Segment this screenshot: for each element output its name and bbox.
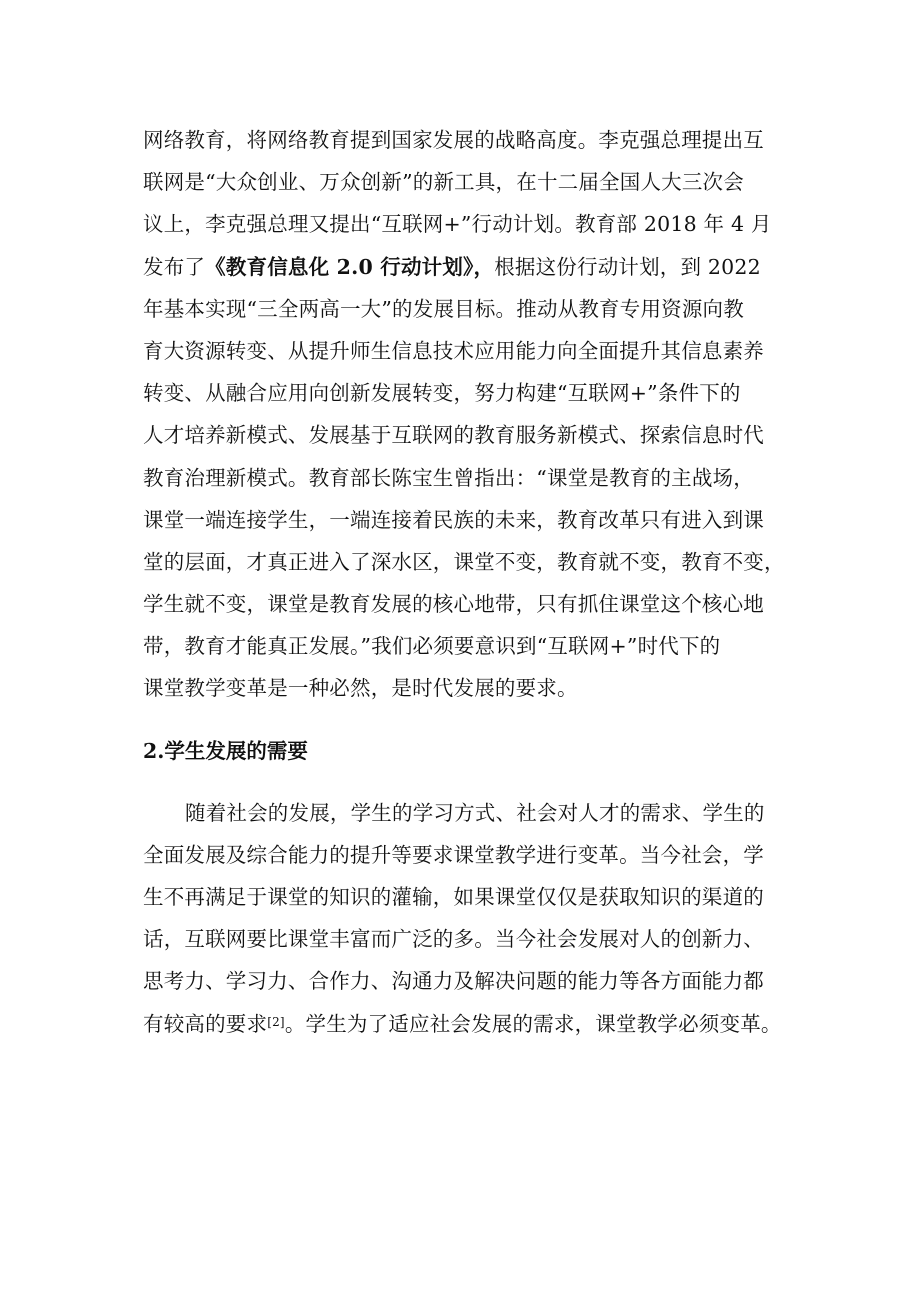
paragraph-2-line-6 [143, 1003, 783, 1045]
paragraph-1-line-1: 网络教育，将网络教育提到国家发展的战略高度。李克强总理提出互 [143, 128, 764, 152]
document-page [143, 119, 783, 1045]
paragraph-2 [143, 792, 783, 1045]
paragraph-1-line-3: 议上，李克强总理又提出“互联网+”行动计划。教育部 2018 年 4 月 [143, 212, 772, 237]
paragraph-1-line-10: 课堂一端连接学生，一端连接着民族的未来，教育改革只有进入到课 [143, 507, 764, 532]
paragraph-1-line-4-suffix: 根据这份行动计划，到 2022 [494, 254, 761, 279]
paragraph-1-line-11: 堂的层面，才真正进入了深水区，课堂不变，教育就不变，教育不变， [143, 549, 785, 574]
citation-reference: [2] [267, 1014, 285, 1029]
paragraph-1-line-6: 育大资源转变、从提升师生信息技术应用能力向全面提升其信息素养 [143, 338, 764, 363]
paragraph-1 [143, 119, 783, 710]
paragraph-2-line-1: 随着社会的发展，学生的学习方式、社会对人才的需求、学生的 [185, 800, 765, 825]
paragraph-1-line-8: 人才培养新模式、发展基于互联网的教育服务新模式、探索信息时代 [143, 423, 764, 448]
paragraph-1-line-4-prefix: 发布了 [143, 254, 206, 279]
paragraph-2-line-6-prefix: 有较高的要求 [143, 1011, 268, 1036]
paragraph-2-line-4: 话，互联网要比课堂丰富而广泛的多。当今社会发展对人的创新力、 [143, 927, 764, 952]
paragraph-2-line-5: 思考力、学习力、合作力、沟通力及解决问题的能力等各方面能力都 [143, 969, 764, 994]
paragraph-2-line-2: 全面发展及综合能力的提升等要求课堂教学进行变革。当今社会，学 [143, 842, 764, 867]
section-heading: 2.学生发展的需要 [143, 738, 308, 763]
paragraph-2-line-6-suffix: 。学生为了适应社会发展的需求，课堂教学必须变革。 [284, 1011, 782, 1036]
paragraph-1-line-7: 转变、从融合应用向创新发展转变，努力构建“互联网+”条件下的 [143, 381, 741, 406]
paragraph-1-line-9: 教育治理新模式。教育部长陈宝生曾指出：“课堂是教育的主战场， [143, 465, 754, 490]
paragraph-1-line-2: 联网是“大众创业、万众创新”的新工具，在十二届全国人大三次会 [143, 170, 744, 195]
paragraph-1-line-5: 年基本实现“三全两高一大”的发展目标。推动从教育专用资源向教 [143, 296, 744, 321]
paragraph-1-line-14: 课堂教学变革是一种必然，是时代发展的要求。 [143, 676, 578, 701]
paragraph-1-line-4 [143, 246, 783, 288]
paragraph-2-line-3: 生不再满足于课堂的知识的灌输，如果课堂仅仅是获取知识的渠道的 [143, 885, 764, 909]
paragraph-1-line-12: 学生就不变，课堂是教育发展的核心地带，只有抓住课堂这个核心地 [143, 592, 764, 617]
action-plan-title: 《教育信息化 2.0 行动计划》， [205, 254, 495, 279]
paragraph-1-line-13: 带，教育才能真正发展。”我们必须要意识到“互联网+”时代下的 [143, 634, 721, 659]
